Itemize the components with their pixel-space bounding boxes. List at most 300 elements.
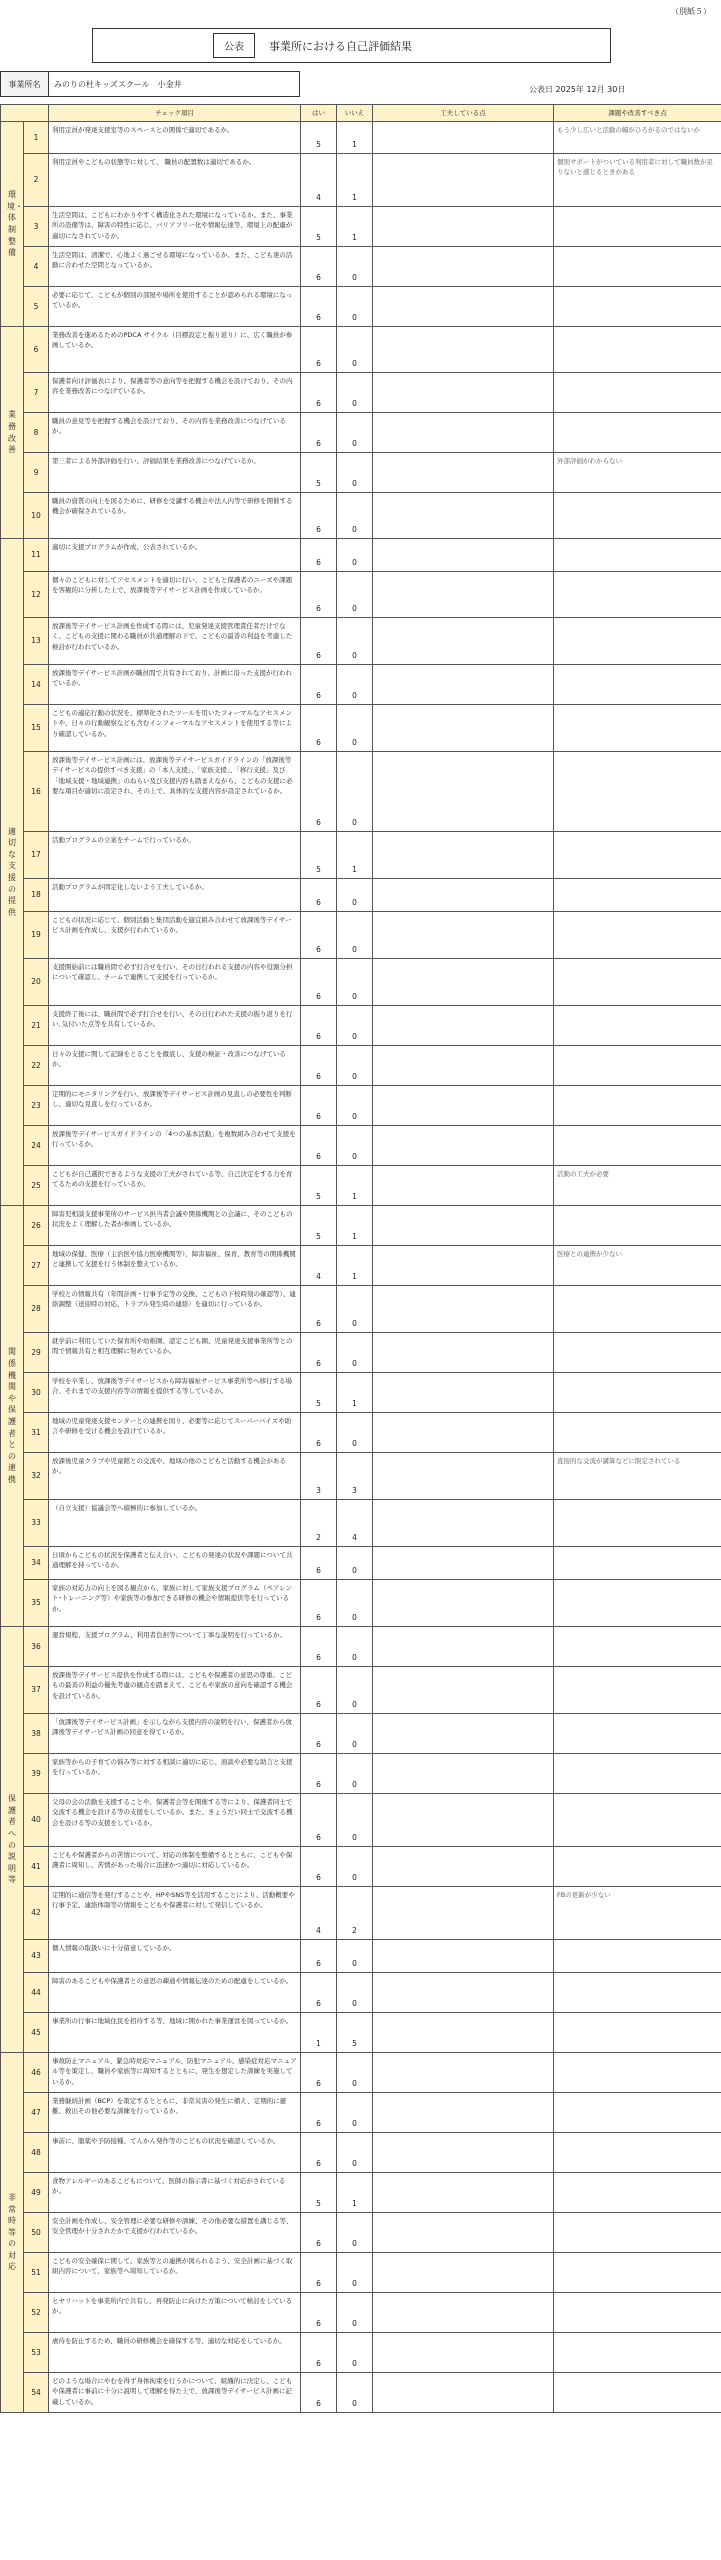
- yes-count: 6: [301, 959, 337, 1006]
- no-count: 0: [337, 1580, 373, 1627]
- yes-count: 6: [301, 2213, 337, 2253]
- no-count: 0: [337, 1973, 373, 2013]
- issue-note: [554, 1006, 721, 1046]
- check-item: 生活空間は、清潔で、心地よく過ごせる環境になっているか。また、こども達の活動に合わせた空間となっているか。: [49, 247, 301, 287]
- check-item: 事業所の行事に地域住民を招待する等、地域に開かれた事業運営を図っているか。: [49, 2013, 301, 2053]
- yes-count: 6: [301, 1714, 337, 1754]
- table-row: [1, 1086, 721, 1126]
- yes-count: 6: [301, 327, 337, 373]
- title-box: [92, 28, 611, 63]
- header-no: いいえ: [337, 105, 373, 122]
- no-count: 0: [337, 1794, 373, 1847]
- table-row: [1, 207, 721, 247]
- effort-note: [373, 1847, 554, 1887]
- effort-note: [373, 154, 554, 207]
- issue-note: [554, 1754, 721, 1794]
- issue-note: 個別サポートがついている利用者に対して職員数が足りないと感じるときがある: [554, 154, 721, 207]
- table-row: [1, 2053, 721, 2093]
- check-item: 業務改善を進めるためのPDCA サイクル（目標設定と振り返り）に、広く職員が参画しているか。: [49, 327, 301, 373]
- table-row: [1, 1714, 721, 1754]
- effort-note: [373, 493, 554, 539]
- row-number: 42: [24, 1887, 49, 1940]
- effort-note: [373, 1580, 554, 1627]
- no-count: 0: [337, 1046, 373, 1086]
- issue-note: [554, 2013, 721, 2053]
- check-item: 学校との情報共有（年間計画・行事予定等の交換、こどもの下校時刻の確認等）、連絡調整（送迎時の対応、トラブル発生時の連絡）を適切に行っているか。: [49, 1286, 301, 1333]
- yes-count: 6: [301, 373, 337, 413]
- check-item: 虐待を防止するため、職員の研修機会を確保する等、適切な対応をしているか。: [49, 2333, 301, 2373]
- yes-count: 6: [301, 1847, 337, 1887]
- no-count: 0: [337, 1714, 373, 1754]
- section-label: [1, 1627, 24, 2053]
- check-item: こどもの安全確保に関して、家族等との連携が図られるよう、安全計画に基づく取組内容について、家族等へ周知しているか。: [49, 2253, 301, 2293]
- issue-note: [554, 2213, 721, 2253]
- row-number: 20: [24, 959, 49, 1006]
- table-row: [1, 1754, 721, 1794]
- yes-count: 6: [301, 287, 337, 327]
- effort-note: [373, 572, 554, 618]
- issue-note: [554, 752, 721, 832]
- issue-note: [554, 912, 721, 959]
- effort-note: [373, 618, 554, 665]
- check-item: こどもが自己選択できるような支援の工夫がされている等、自己決定をする力を育てるための支援を行っているか。: [49, 1166, 301, 1206]
- table-row: [1, 959, 721, 1006]
- issue-note: 活動の工夫が必要: [554, 1166, 721, 1206]
- check-item: 日々の支援に関して記録をとることを徹底し、支援の検証・改善につなげているか。: [49, 1046, 301, 1086]
- issue-note: [554, 705, 721, 752]
- yes-count: 6: [301, 705, 337, 752]
- yes-count: 6: [301, 247, 337, 287]
- table-row: [1, 2133, 721, 2173]
- issue-note: 外部評価がわからない: [554, 453, 721, 493]
- effort-note: [373, 2133, 554, 2173]
- check-item: 活動プログラムが固定化しないよう工夫しているか。: [49, 879, 301, 912]
- issue-note: [554, 1206, 721, 1246]
- yes-count: 6: [301, 879, 337, 912]
- issue-note: [554, 1627, 721, 1667]
- effort-note: [373, 453, 554, 493]
- issue-note: [554, 618, 721, 665]
- row-number: 3: [24, 207, 49, 247]
- check-item: こどもや保護者からの苦情について、対応の体制を整備するとともに、こどもや保護者に周知し、苦情があった場合に迅速かつ適切に対応しているか。: [49, 1847, 301, 1887]
- effort-note: [373, 1973, 554, 2013]
- table-row: [1, 1847, 721, 1887]
- table-row: [1, 2013, 721, 2053]
- issue-note: [554, 1413, 721, 1453]
- row-number: 8: [24, 413, 49, 453]
- issue-note: もう少し広いと活動の幅がひろがるのではないか: [554, 122, 721, 154]
- issue-note: [554, 1580, 721, 1627]
- row-number: 30: [24, 1373, 49, 1413]
- table-row: [1, 539, 721, 572]
- check-item: 障害児相談支援事業所のサービス担当者会議や関係機関との会議に、そのこどもの状況をよく理解した者が参画しているか。: [49, 1206, 301, 1246]
- effort-note: [373, 1667, 554, 1714]
- row-number: 24: [24, 1126, 49, 1166]
- check-item: 職員の資質の向上を図るために、研修を受講する機会や法人内等で研修を開催する機会が確保されているか。: [49, 493, 301, 539]
- section-label: [1, 327, 24, 539]
- no-count: 0: [337, 1754, 373, 1794]
- check-item: 活動プログラムの立案をチームで行っているか。: [49, 832, 301, 879]
- row-number: 40: [24, 1794, 49, 1847]
- no-count: 1: [337, 1206, 373, 1246]
- table-row: [1, 1373, 721, 1413]
- no-count: 1: [337, 207, 373, 247]
- no-count: 0: [337, 705, 373, 752]
- yes-count: 6: [301, 1413, 337, 1453]
- yes-count: 6: [301, 618, 337, 665]
- check-item: 利用定員やこどもの状態等に対して、 職員の配置数は適切であるか。: [49, 154, 301, 207]
- issue-note: [554, 207, 721, 247]
- check-item: 利用定員が発達支援室等のスペースとの関係で適切であるか。: [49, 122, 301, 154]
- no-count: 1: [337, 2173, 373, 2213]
- no-count: 4: [337, 1500, 373, 1547]
- check-item: 第三者による外部評価を行い、評価結果を業務改善につなげているか。: [49, 453, 301, 493]
- section-label-text: 関係機関や保護者との連携: [8, 1347, 16, 1484]
- section-label-text: 業務改善: [8, 410, 16, 455]
- table-row: [1, 493, 721, 539]
- section-label: [1, 122, 24, 327]
- yes-count: 5: [301, 453, 337, 493]
- effort-note: [373, 1206, 554, 1246]
- table-row: [1, 122, 721, 154]
- check-item: 支援開始前には職員間で必ず打合せを行い、その日行われる支援の内容や役割分担について確認し、チームで連携して支援を行っているか。: [49, 959, 301, 1006]
- check-item: 個人情報の取扱いに十分留意しているか。: [49, 1940, 301, 1973]
- check-item: どのような場合にやむを得ず身体拘束を行うかについて、組織的に決定し、こどもや保護者に事前に十分に説明して理解を得た上で、放課後等デイサービス計画に記載しているか。: [49, 2373, 301, 2413]
- issue-note: [554, 2133, 721, 2173]
- effort-note: [373, 832, 554, 879]
- check-item: 放課後等デイサービス提供を作成する際には、こどもや保護者の意思の尊重、こどもの最善の利益の優先考慮の観点を踏まえて、こどもや家族の意向を確認する機会を設けているか。: [49, 1667, 301, 1714]
- yes-count: 5: [301, 2173, 337, 2213]
- header-blank: [1, 105, 49, 122]
- effort-note: [373, 2013, 554, 2053]
- table-row: [1, 2293, 721, 2333]
- section-label-text: 環境・体制整備: [7, 190, 23, 258]
- check-item: こどもの状況に応じて、個別活動と集団活動を適宜組み合わせて放課後等デイサービス計画を作成し、支援が行われているか。: [49, 912, 301, 959]
- table-row: [1, 2213, 721, 2253]
- check-item: 適切に支援プログラムが作成、公表されているか。: [49, 539, 301, 572]
- no-count: 0: [337, 665, 373, 705]
- check-item: 父母の会の活動を支援することや、保護者会等を開催する等により、保護者同士で交流する機会を設ける等の支援をしているか。また、きょうだい同士で交流する機会を設ける等の支援をしているか。: [49, 1794, 301, 1847]
- issue-note: [554, 327, 721, 373]
- effort-note: [373, 1166, 554, 1206]
- issue-note: [554, 373, 721, 413]
- table-row: [1, 1940, 721, 1973]
- effort-note: [373, 1887, 554, 1940]
- effort-note: [373, 1714, 554, 1754]
- issue-note: [554, 287, 721, 327]
- yes-count: 5: [301, 1373, 337, 1413]
- row-number: 14: [24, 665, 49, 705]
- check-item: 家族の対応力の向上を図る観点から、家族に対して家族支援プログラム（ペアレント･トレーニング等）や家族等の参加できる研修の機会や情報提供等を行っているか。: [49, 1580, 301, 1627]
- row-number: 32: [24, 1453, 49, 1500]
- check-item: 必要に応じて、こどもが個別の部屋や場所を使用することが認められる環境になっているか。: [49, 287, 301, 327]
- row-number: 23: [24, 1086, 49, 1126]
- table-row: [1, 327, 721, 373]
- no-count: 0: [337, 2053, 373, 2093]
- row-number: 25: [24, 1166, 49, 1206]
- effort-note: [373, 1500, 554, 1547]
- check-item: 障害のあるこどもや保護者との意思の疎通や情報伝達のための配慮をしているか。: [49, 1973, 301, 2013]
- yes-count: 5: [301, 122, 337, 154]
- yes-count: 2: [301, 1500, 337, 1547]
- check-item: 地域の保健、医療（主治医や協力医療機関等）、障害福祉、保育、教育等の関係機関と連携して支援を行う体制を整えているか。: [49, 1246, 301, 1286]
- row-number: 13: [24, 618, 49, 665]
- section-label-text: 非常時等の対応: [8, 2192, 16, 2272]
- row-number: 31: [24, 1413, 49, 1453]
- effort-note: [373, 122, 554, 154]
- no-count: 1: [337, 1166, 373, 1206]
- issue-note: [554, 959, 721, 1006]
- effort-note: [373, 1940, 554, 1973]
- table-row: [1, 287, 721, 327]
- yes-count: 6: [301, 912, 337, 959]
- effort-note: [373, 539, 554, 572]
- section-label: [1, 539, 24, 1206]
- check-item: 放課後児童クラブや児童館との交流や、地域の他のこどもと活動する機会があるか。: [49, 1453, 301, 1500]
- public-tag: 公表: [213, 33, 255, 58]
- effort-note: [373, 207, 554, 247]
- table-row: [1, 1500, 721, 1547]
- issue-note: [554, 1286, 721, 1333]
- header-issue: 課題や改善すべき点: [554, 105, 721, 122]
- no-count: 0: [337, 2333, 373, 2373]
- no-count: 3: [337, 1453, 373, 1500]
- row-number: 10: [24, 493, 49, 539]
- yes-count: 6: [301, 1126, 337, 1166]
- row-number: 7: [24, 373, 49, 413]
- table-row: [1, 1580, 721, 1627]
- no-count: 0: [337, 2133, 373, 2173]
- office-name: みのりの杜キッズスクール 小金井: [48, 71, 300, 97]
- table-row: [1, 2333, 721, 2373]
- check-item: 定期的に通信等を発行することや、HPやSNS等を活用することにより、活動概要や行事予定、連絡体制等の情報をこどもや保護者に対して発信しているか。: [49, 1887, 301, 1940]
- table-row: [1, 1206, 721, 1246]
- check-item: 事故防止マニュアル、緊急時対応マニュアル、防犯マニュアル、感染症対応マニュアル等を策定し、職員や家族等に周知するとともに、発生を想定した訓練を実施しているか。: [49, 2053, 301, 2093]
- row-number: 6: [24, 327, 49, 373]
- table-row: [1, 373, 721, 413]
- yes-count: 6: [301, 413, 337, 453]
- effort-note: [373, 752, 554, 832]
- no-count: 2: [337, 1887, 373, 1940]
- section-label-text: 保護者への説明等: [8, 1794, 16, 1885]
- section-label: [1, 2053, 24, 2413]
- no-count: 0: [337, 572, 373, 618]
- no-count: 0: [337, 1333, 373, 1373]
- table-row: [1, 1286, 721, 1333]
- issue-note: 医療との連携が少ない: [554, 1246, 721, 1286]
- row-number: 45: [24, 2013, 49, 2053]
- issue-note: [554, 879, 721, 912]
- check-item: （自立支援）協議会等へ積極的に参加しているか。: [49, 1500, 301, 1547]
- check-item: 支援終了後には、職員間で必ず打合せを行い、その日行われた支援の振り返りを行い､気付いた点等を共有しているか。: [49, 1006, 301, 1046]
- yes-count: 6: [301, 493, 337, 539]
- check-item: 職員の意見等を把握する機会を設けており、その内容を業務改善につなげているか。: [49, 413, 301, 453]
- check-item: 放課後等デイサービス計画が職員間で共有されており、計画に沿った支援が行われているか。: [49, 665, 301, 705]
- publication-date: 公表日 2025年 12月 30日: [529, 85, 626, 94]
- yes-count: 5: [301, 207, 337, 247]
- table-row: [1, 1126, 721, 1166]
- row-number: 50: [24, 2213, 49, 2253]
- issue-note: [554, 247, 721, 287]
- effort-note: [373, 1794, 554, 1847]
- no-count: 0: [337, 413, 373, 453]
- check-item: 家族等からの子育ての悩み等に対する相談に適切に応じ、面談や必要な助言と支援を行っているか。: [49, 1754, 301, 1794]
- row-number: 16: [24, 752, 49, 832]
- check-item: 業務継続計画（BCP）を策定するとともに、非常災害の発生に備え、定期的に避難、救出その他必要な訓練を行っているか。: [49, 2093, 301, 2133]
- issue-note: [554, 2093, 721, 2133]
- check-item: ヒヤリハットを事業所内で共有し、再発防止に向けた方策について検討をしているか。: [49, 2293, 301, 2333]
- row-number: 1: [24, 122, 49, 154]
- check-item: 定期的にモニタリングを行い、放課後等デイサービス計画の見直しの必要性を判断し、適切な見直しを行っているか。: [49, 1086, 301, 1126]
- effort-note: [373, 2373, 554, 2413]
- check-item: 学校を卒業し、放課後等デイサービスから障害福祉サービス事業所等へ移行する場合、それまでの支援内容等の情報を提供する等しているか。: [49, 1373, 301, 1413]
- effort-note: [373, 2333, 554, 2373]
- effort-note: [373, 665, 554, 705]
- row-number: 28: [24, 1286, 49, 1333]
- check-item: 日頃からこどもの状況を保護者と伝え合い、こどもの発達の状況や課題について共通理解を持っているか。: [49, 1547, 301, 1580]
- yes-count: 6: [301, 1333, 337, 1373]
- row-number: 47: [24, 2093, 49, 2133]
- section-label-text: 適切な支援の提供: [8, 826, 16, 917]
- issue-note: [554, 572, 721, 618]
- no-count: 0: [337, 879, 373, 912]
- table-row: [1, 1046, 721, 1086]
- effort-note: [373, 287, 554, 327]
- row-number: 38: [24, 1714, 49, 1754]
- yes-count: 6: [301, 2053, 337, 2093]
- check-item: 放課後等デイサービス計画を作成する際には、児童発達支援管理責任者だけでなく、こどもの支援に関わる職員が共通理解の下で、こどもの最善の利益を考慮した検討が行われているか。: [49, 618, 301, 665]
- issue-note: [554, 2293, 721, 2333]
- yes-count: 6: [301, 1973, 337, 2013]
- row-number: 48: [24, 2133, 49, 2173]
- row-number: 5: [24, 287, 49, 327]
- issue-note: [554, 493, 721, 539]
- row-number: 44: [24, 1973, 49, 2013]
- effort-note: [373, 1006, 554, 1046]
- row-number: 51: [24, 2253, 49, 2293]
- row-number: 19: [24, 912, 49, 959]
- row-number: 4: [24, 247, 49, 287]
- row-number: 9: [24, 453, 49, 493]
- row-number: 39: [24, 1754, 49, 1794]
- header-effort: 工夫している点: [373, 105, 554, 122]
- effort-note: [373, 912, 554, 959]
- table-row: [1, 2173, 721, 2213]
- yes-count: 6: [301, 1046, 337, 1086]
- issue-note: 直接的な交流が講算などに限定されている: [554, 1453, 721, 1500]
- issue-note: [554, 1333, 721, 1373]
- issue-note: [554, 1500, 721, 1547]
- no-count: 0: [337, 247, 373, 287]
- yes-count: 6: [301, 665, 337, 705]
- no-count: 1: [337, 154, 373, 207]
- yes-count: 4: [301, 1246, 337, 1286]
- issue-note: [554, 665, 721, 705]
- effort-note: [373, 413, 554, 453]
- no-count: 0: [337, 1286, 373, 1333]
- table-row: [1, 2093, 721, 2133]
- row-number: 53: [24, 2333, 49, 2373]
- table-row: [1, 705, 721, 752]
- check-item: 地域の児童発達支援センターとの連携を図り、必要等に応じてスーパーバイズや助言や研修を受ける機会を設けているか。: [49, 1413, 301, 1453]
- section-label: [1, 1206, 24, 1627]
- no-count: 0: [337, 2093, 373, 2133]
- yes-count: 5: [301, 832, 337, 879]
- no-count: 1: [337, 122, 373, 154]
- table-row: [1, 1006, 721, 1046]
- row-number: 49: [24, 2173, 49, 2213]
- no-count: 0: [337, 1627, 373, 1667]
- check-item: 放課後等デイサービス計画には、放課後等デイサービスガイドラインの「放課後等デイサービスの提供すべき支援」の「本人支援」、「家族支援」、「移行支援」及び「地域支援・地域連携」のねらい及び支援内容も踏まえながら、こどもの支援に必要な項目が適切に設定され、その上で、具体的な支援内容が設定されているか。: [49, 752, 301, 832]
- yes-count: 6: [301, 1006, 337, 1046]
- header-check: チェック項目: [49, 105, 301, 122]
- row-number: 29: [24, 1333, 49, 1373]
- no-count: 0: [337, 287, 373, 327]
- check-item: 「放課後等デイサービス計画」を示しながら支援内容の説明を行い、保護者から放課後等デイサービス計画の同意を得ているか。: [49, 1714, 301, 1754]
- effort-note: [373, 247, 554, 287]
- check-item: 安全計画を作成し、安全管理に必要な研修や訓練、その他必要な措置を講じる等、安全管理が十分されたかで支援が行われているか。: [49, 2213, 301, 2253]
- yes-count: 6: [301, 1086, 337, 1126]
- table-row: [1, 154, 721, 207]
- row-number: 21: [24, 1006, 49, 1046]
- no-count: 0: [337, 539, 373, 572]
- no-count: 0: [337, 493, 373, 539]
- table-row: [1, 912, 721, 959]
- yes-count: 4: [301, 154, 337, 207]
- issue-note: [554, 1714, 721, 1754]
- row-number: 33: [24, 1500, 49, 1547]
- table-row: [1, 1333, 721, 1373]
- row-number: 2: [24, 154, 49, 207]
- effort-note: [373, 1086, 554, 1126]
- row-number: 52: [24, 2293, 49, 2333]
- yes-count: 6: [301, 2093, 337, 2133]
- effort-note: [373, 2213, 554, 2253]
- row-number: 43: [24, 1940, 49, 1973]
- yes-count: 6: [301, 1286, 337, 1333]
- yes-count: 6: [301, 2333, 337, 2373]
- table-row: [1, 1973, 721, 2013]
- yes-count: 6: [301, 1794, 337, 1847]
- yes-count: 6: [301, 752, 337, 832]
- issue-note: [554, 1847, 721, 1887]
- table-row: [1, 1166, 721, 1206]
- yes-count: 6: [301, 2133, 337, 2173]
- yes-count: 3: [301, 1453, 337, 1500]
- table-row: [1, 665, 721, 705]
- no-count: 1: [337, 1246, 373, 1286]
- effort-note: [373, 1453, 554, 1500]
- row-number: 37: [24, 1667, 49, 1714]
- yes-count: 4: [301, 1887, 337, 1940]
- effort-note: [373, 2253, 554, 2293]
- table-row: [1, 1547, 721, 1580]
- effort-note: [373, 2173, 554, 2213]
- no-count: 0: [337, 373, 373, 413]
- issue-note: [554, 1973, 721, 2013]
- yes-count: 6: [301, 572, 337, 618]
- effort-note: [373, 1286, 554, 1333]
- effort-note: [373, 1627, 554, 1667]
- no-count: 0: [337, 912, 373, 959]
- check-item: 放課後等デイサービスガイドラインの「4つの基本活動」を複数組み合わせて支援を行っているか。: [49, 1126, 301, 1166]
- no-count: 0: [337, 1413, 373, 1453]
- check-item: 運営規程、支援プログラム、利用者負担等について丁寧な説明を行っているか。: [49, 1627, 301, 1667]
- no-count: 5: [337, 2013, 373, 2053]
- row-number: 17: [24, 832, 49, 879]
- effort-note: [373, 1754, 554, 1794]
- no-count: 0: [337, 327, 373, 373]
